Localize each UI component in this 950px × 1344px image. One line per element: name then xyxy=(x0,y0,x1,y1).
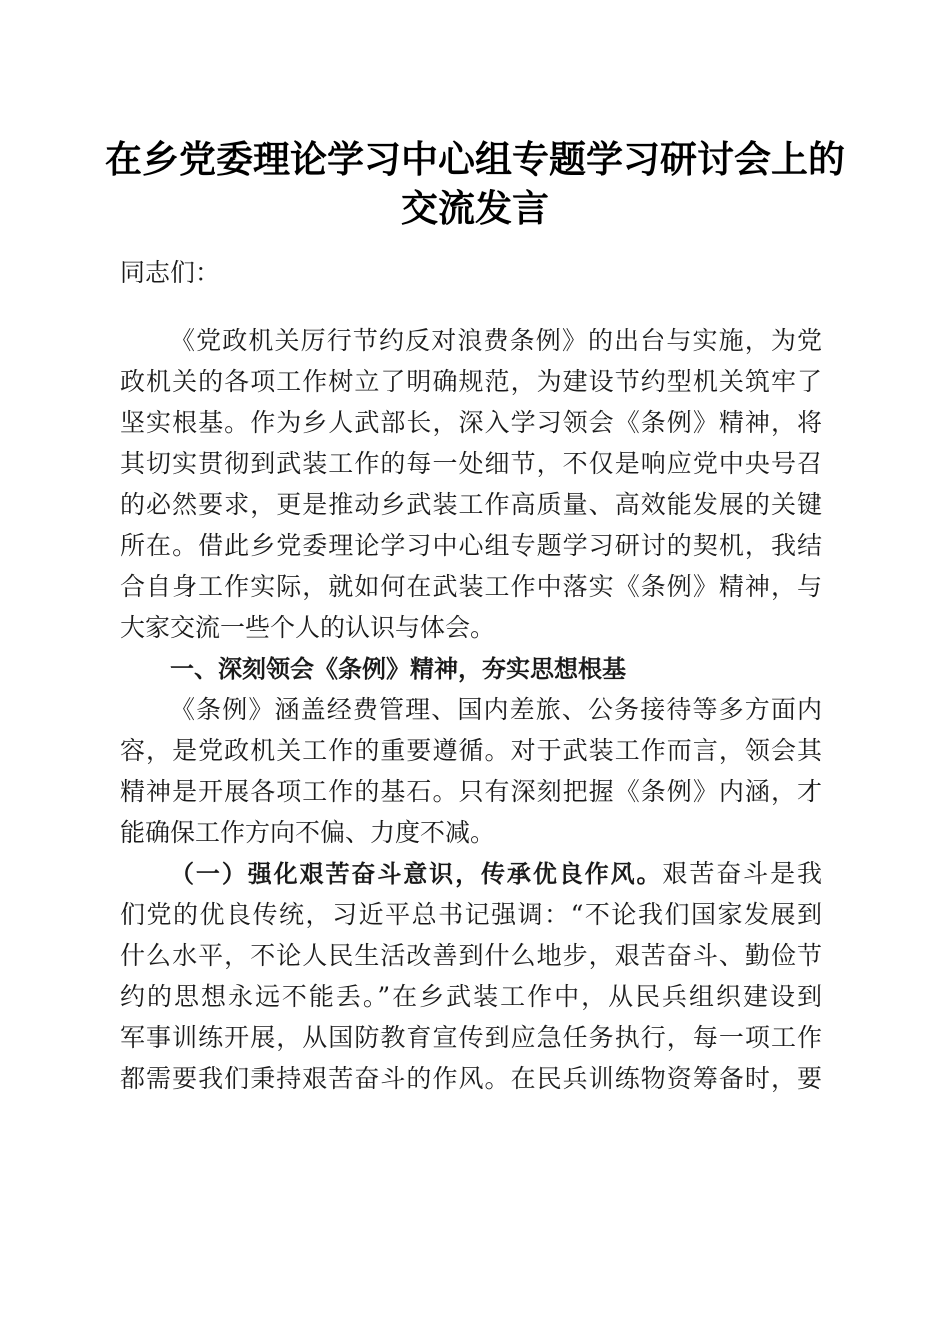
intro-line: 的必然要求，更是推动乡武装工作高质量、高效能发展的关键 xyxy=(120,490,822,519)
intro-line: 政机关的各项工作树立了明确规范，为建设节约型机关筑牢了 xyxy=(120,367,822,396)
subsection-line: 军事训练开展，从国防教育宣传到应急任务执行，每一项工作 xyxy=(120,1023,822,1052)
subsection-line: 都需要我们秉持艰苦奋斗的作风。在民兵训练物资筹备时，要 xyxy=(120,1064,822,1093)
section-heading: 一、深刻领会《条例》精神，夯实思想根基 xyxy=(170,655,626,683)
intro-line: 所在。借此乡党委理论学习中心组专题学习研讨的契机，我结 xyxy=(120,531,822,560)
subsection-line: 约的思想永远不能丢。”在乡武装工作中，从民兵组织建设到 xyxy=(120,982,822,1011)
greeting: 同志们： xyxy=(120,258,221,287)
subsection-first-rest: 艰苦奋斗是我 xyxy=(662,859,822,888)
subsection-line: 们党的优良传统，习近平总书记强调：“不论我们国家发展到 xyxy=(120,900,822,929)
document-title-line-2: 交流发言 xyxy=(401,186,549,230)
section1-line: 容，是党政机关工作的重要遵循。对于武装工作而言，领会其 xyxy=(120,736,822,765)
section1-line: 《条例》涵盖经费管理、国内差旅、公务接待等多方面内 xyxy=(170,695,822,724)
subsection-lead: （一）强化艰苦奋斗意识，传承优良作风。 xyxy=(170,860,663,888)
intro-line: 其切实贯彻到武装工作的每一处细节，不仅是响应党中央号召 xyxy=(120,449,822,478)
intro-line: 《党政机关厉行节约反对浪费条例》的出台与实施，为党 xyxy=(170,326,822,355)
intro-line: 坚实根基。作为乡人武部长，深入学习领会《条例》精神，将 xyxy=(120,408,822,437)
document-title-line-1: 在乡党委理论学习中心组专题学习研讨会上的 xyxy=(105,137,845,181)
intro-line: 合自身工作实际，就如何在武装工作中落实《条例》精神，与 xyxy=(120,572,822,601)
subsection-line: 什么水平，不论人民生活改善到什么地步，艰苦奋斗、勤俭节 xyxy=(120,941,822,970)
section1-line: 能确保工作方向不偏、力度不减。 xyxy=(120,818,496,847)
intro-line: 大家交流一些个人的认识与体会。 xyxy=(120,613,496,642)
subsection-first-line xyxy=(170,854,822,894)
section1-line: 精神是开展各项工作的基石。只有深刻把握《条例》内涵，才 xyxy=(120,777,822,806)
